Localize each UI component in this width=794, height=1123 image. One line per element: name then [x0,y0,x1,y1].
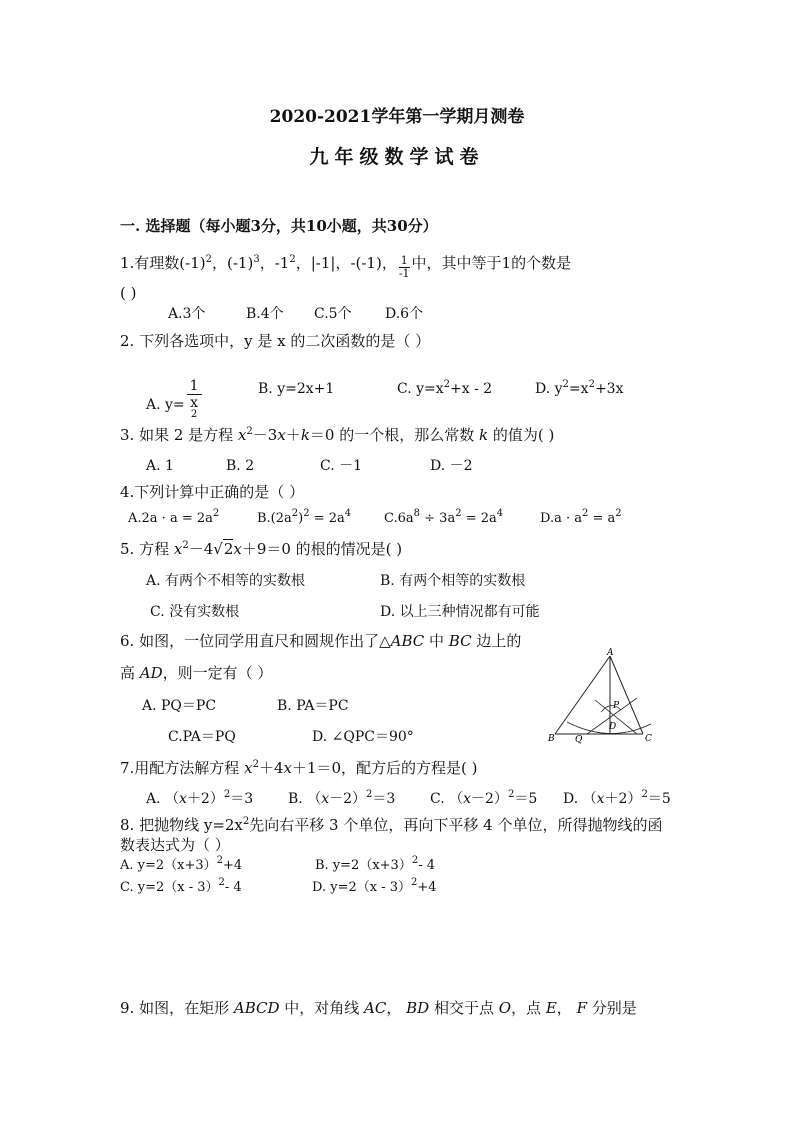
q7-option-d: D. $(x+2)^2=5$ [563,789,671,807]
label-d: D [609,722,617,732]
q6-option-b: B. PA＝PC [277,698,349,714]
question-2-stem: 2. 下列各选项中，y 是 x 的二次函数的是（ ） [120,332,431,350]
q3-option-c: C. －1 [320,458,363,474]
label-q: Q [575,735,583,745]
q2-option-b: B. y=2x+1 [258,381,335,397]
q1-option-b: B.4个 [246,306,284,322]
q6-option-c: C.PA＝PQ [168,729,236,745]
label-p: P [613,701,620,711]
q8-option-c: C. y=2（x - 3）$^2$- 4 [120,877,242,895]
section-heading: 一. 选择题（每小题3分，共10小题，共30分） [120,217,438,235]
q7-option-a: A. $(x+2)^2=3$ [146,789,254,807]
fraction: $\frac{1}{-1}$ [398,254,410,280]
question-6-stem-line1: 6. 如图，一位同学用直尺和圆规作出了△ABC 中 BC 边上的 [120,632,522,650]
exam-subtitle: 九年级数学试卷 [309,146,485,168]
question-8-stem-line1: 8. 把抛物线 $y=2x^2$先向右平移 3 个单位，再向下平移 4 个单位，所得抛物线的函 [120,816,663,834]
q8-option-b: B. $y=2(x+3)^2-$ 4 [315,855,435,873]
question-6-stem-line2: 高 AD，则一定有（ ） [120,664,273,682]
question-8-stem-line2: 数表达式为（ ） [120,836,230,854]
q2-option-d: D. $y^2=x^2+3x$ [535,379,624,397]
q8-option-d: D. y=2（x - 3）$^2$+4 [312,877,437,895]
question-1-answer-paren: ( ) [120,284,137,302]
question-9-stem: 9. 如图，在矩形 ABCD 中，对角线 AC， BD 相交于点 O，点 E， F 分别是 [120,999,637,1017]
question-7-stem: 7.用配方法解方程 $x^2+4x+1=0$，配方后的方程是( ) [120,759,478,777]
q7-option-b: B. $(x-2)^2=3$ [288,789,396,807]
q6-option-d: D. ∠QPC＝90° [312,729,414,745]
q5-option-c: C. 没有实数根 [150,604,240,620]
q6-option-a: A. PQ＝PC [142,698,217,714]
q4-option-d: $D.a \cdot a^2 = a^2$ [540,508,622,526]
q3-option-a: A. 1 [146,458,174,474]
q5-option-d: D. 以上三种情况都有可能 [380,604,540,620]
q3-option-b: B. 2 [226,458,255,474]
question-1-stem: 1.有理数$(-1)^2$，$(-1)^3$，$-1^2$，|-1|，-(-1)， $\frac{1}{-1}$ 中，其中等于1的个数是 [120,254,572,280]
q2-option-a: A. y= 1 x $^2$ [146,378,204,427]
q4-option-c: $C.6a^8 \div 3a^2 = 2a^4$ [384,508,504,526]
q5-option-a: A. 有两个不相等的实数根 [146,573,306,589]
label-c: C [645,734,652,744]
q3-option-d: D. －2 [430,458,473,474]
fraction: 1 x $^2$ [187,378,202,427]
q1-option-c: C.5个 [314,306,352,322]
triangle-figure [545,648,655,746]
q2-option-c: C. $y=x^2+x - 2$ [397,379,493,397]
q4-option-a: $A.2a \cdot a = 2a^2$ [128,508,220,526]
side-ab [555,656,610,734]
label-a: A [607,648,614,658]
sqrt-symbol: √ [213,540,223,558]
q1-option-a: A.3个 [168,306,206,322]
question-3-stem: 3. 如果 2 是方程 $x^2-3x+k=0$ 的一个根，那么常数 k 的值为( ) [120,426,555,444]
q7-option-c: C. $(x-2)^2=5$ [430,789,538,807]
q8-option-a: A. $y=2(x+3)^2+4$ [120,855,243,873]
label-b: B [548,734,555,744]
question-5-stem: 5. 方程 $x^2-4√2x+9=0$ 的根的情况是( ) [120,540,403,558]
q5-option-b: B. 有两个相等的实数根 [380,573,526,589]
question-4-stem: 4.下列计算中正确的是（ ） [120,483,305,501]
q4-option-b: $B.(2a^2)^2 = 2a^4$ [257,508,352,526]
q1-option-d: D.6个 [385,306,424,322]
exam-title: 2020-2021学年第一学期月测卷 [269,107,525,127]
